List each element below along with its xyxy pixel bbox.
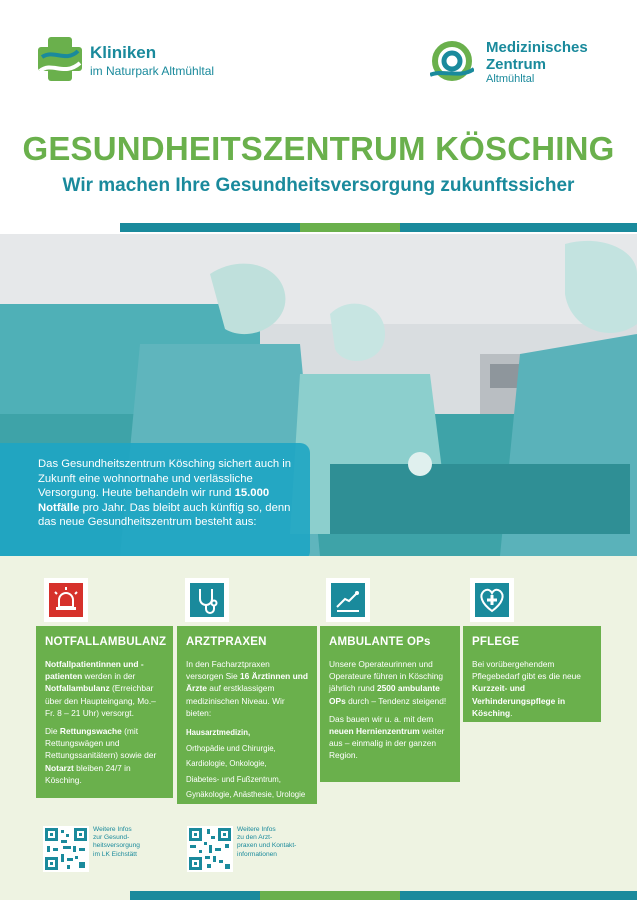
card-notfall-text-1: Notfallpatientinnen und -patienten werden in der Notfallambulanz (Erreichbar über den Haupteingang, Mo.– Fr. 8 – 21 Uhr) versorgt. — [45, 659, 156, 718]
surgery-hands-icon — [331, 583, 365, 617]
mz-logo-icon — [430, 39, 474, 83]
mz-logo — [430, 37, 630, 87]
mz-logo-line3: Altmühltal — [486, 73, 535, 85]
pflege-icon-box — [470, 578, 514, 622]
card-pflege-text-1: Bei vorübergehendem Pflegebedarf gibt es die neue Kurzzeit- und Verhinderungspflege in Kösching. — [472, 659, 581, 718]
bottom-stripe-green — [260, 891, 400, 900]
kliniken-logo-line1: Kliniken — [90, 43, 157, 62]
bottom-stripe-teal-2 — [400, 891, 637, 900]
card-pflege — [463, 626, 601, 722]
intro-box — [0, 443, 310, 561]
intro-text-2: pro Jahr. Das bleibt auch künftig so, denn das neue Gesundheitszentrum besteht aus: — [38, 501, 291, 529]
kliniken-logo-icon — [38, 37, 82, 81]
top-stripe-green — [300, 223, 400, 232]
qr-code-icon — [187, 826, 233, 872]
card-arztpraxen — [177, 626, 317, 804]
qr-label-2: Weitere Infos zu den Arzt- praxen und Kontakt- informationen — [237, 826, 297, 858]
card-arzt-title: ARZTPRAXEN — [186, 636, 267, 648]
card-ambulant-text-1: Unsere Operateurinnen und Operateure führen in Kösching jährlich rund 2500 ambulante OPs durch – Tendenz steigend! — [329, 659, 447, 706]
card-pflege-title: PFLEGE — [472, 636, 520, 648]
kliniken-logo — [38, 37, 258, 87]
spec-item: Orthopädie und Chirurgie, — [186, 743, 276, 753]
mz-logo-line2: Zentrum — [486, 56, 546, 73]
card-notfallambulanz — [36, 626, 173, 798]
spec-item: Diabetes- und Fußzentrum, — [186, 774, 281, 784]
stethoscope-icon — [190, 583, 224, 617]
qr-code-1[interactable] — [43, 826, 89, 872]
ambulant-icon-box — [326, 578, 370, 622]
notfall-icon-box — [44, 578, 88, 622]
card-ambulant-title: AMBULANTE OPs — [329, 636, 431, 648]
top-stripe-teal-2 — [400, 223, 637, 232]
siren-icon — [49, 583, 83, 617]
top-stripe-teal — [120, 223, 300, 232]
heart-plus-icon — [475, 583, 509, 617]
qr-code-2[interactable] — [187, 826, 233, 872]
qr-label-1: Weitere Infos zur Gesund- heitsversorgung im LK Eichstätt — [93, 826, 140, 858]
spec-head: Hausarztmedizin, — [186, 728, 251, 738]
intro-text-1: Das Gesundheitszentrum Kösching sichert auch in Zukunft eine wohnortnahe und verlässliche Versorgung. Heute behandeln wir rund — [38, 458, 292, 500]
bottom-stripe-teal — [130, 891, 260, 900]
spec-item: Kardiologie, Onkologie, — [186, 759, 267, 769]
kliniken-logo-line2: im Naturpark Altmühltal — [90, 64, 215, 78]
card-ambulant-text-2: Das bauen wir u. a. mit dem neuen Hernienzentrum weiter aus – einmalig in der ganzen Region. — [329, 713, 445, 761]
mz-logo-line1: Medizinisches — [486, 39, 588, 56]
card-notfall-title: NOTFALLAMBULANZ — [45, 636, 167, 648]
arzt-icon-box — [185, 578, 229, 622]
intro-bold: 15.000 Notfälle — [38, 487, 270, 514]
spec-item: Gynäkologie, Anästhesie, Urologie — [186, 790, 306, 800]
card-arzt-text-1: In den Facharztpraxen versorgen Sie 16 Ärztinnen und Ärzte auf erstklassigem medizinischen Niveau. Wir bieten: — [186, 659, 308, 718]
qr-code-icon — [43, 826, 89, 872]
card-ambulante-ops — [320, 626, 460, 782]
page-title: GESUNDHEITSZENTRUM KÖSCHING — [22, 130, 615, 167]
page-subtitle: Wir machen Ihre Gesundheitsversorgung zukunftssicher — [62, 175, 575, 196]
card-notfall-text-2: Die Rettungswache (mit Rettungswägen und Rettungssanitätern) sowie der Notarzt bleiben 24/7 in Kösching. — [45, 726, 157, 785]
card-arzt-specialties — [186, 725, 308, 803]
